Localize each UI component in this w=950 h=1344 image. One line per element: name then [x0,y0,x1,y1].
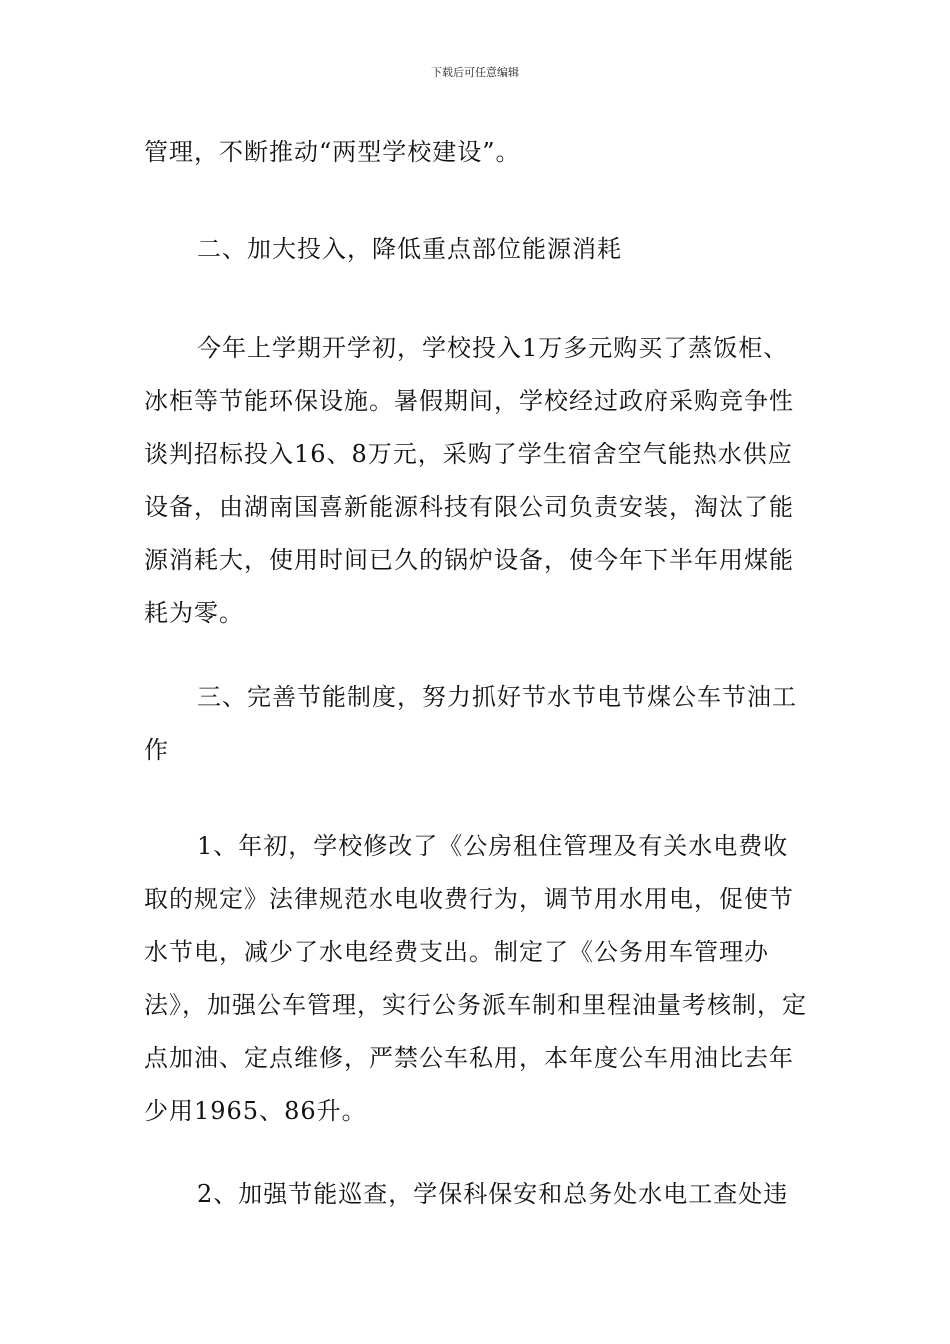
section-heading-2: 二、加大投入，降低重点部位能源消耗 [197,235,622,263]
section-heading-3: 三、完善节能制度，努力抓好节水节电节煤公车节油工作 [144,683,797,764]
paragraph-investment: 今年上学期开学初，学校投入1万多元购买了蒸饭柜、冰柜等节能环保设施。暑假期间，学校经过政府采购竞争性谈判招标投入16、8万元，采购了学生宿舍空气能热水供应设备，由湖南国喜新能源科技有限公司负责安装，淘汰了能源消耗大，使用时间已久的锅炉设备，使今年下半年用煤能耗为零。 [144,334,794,627]
paragraph-item-1: 1、年初，学校修改了《公房租住管理及有关水电费收取的规定》法律规范水电收费行为，调节用水用电，促使节水节电，减少了水电经费支出。制定了《公务用车管理办法》，加强公车管理，实行公务派车制和里程油量考核制，定点加油、定点维修，严禁公车私用，本年度公车用油比去年少用1965、86升。 [144,832,807,1125]
page-header-note: 下载后可任意编辑 [431,66,519,79]
paragraph-item-2: 2、加强节能巡查，学保科保安和总务处水电工查处违 [197,1180,789,1208]
paragraph-continuation: 管理，不断推动“两型学校建设”。 [144,138,521,166]
